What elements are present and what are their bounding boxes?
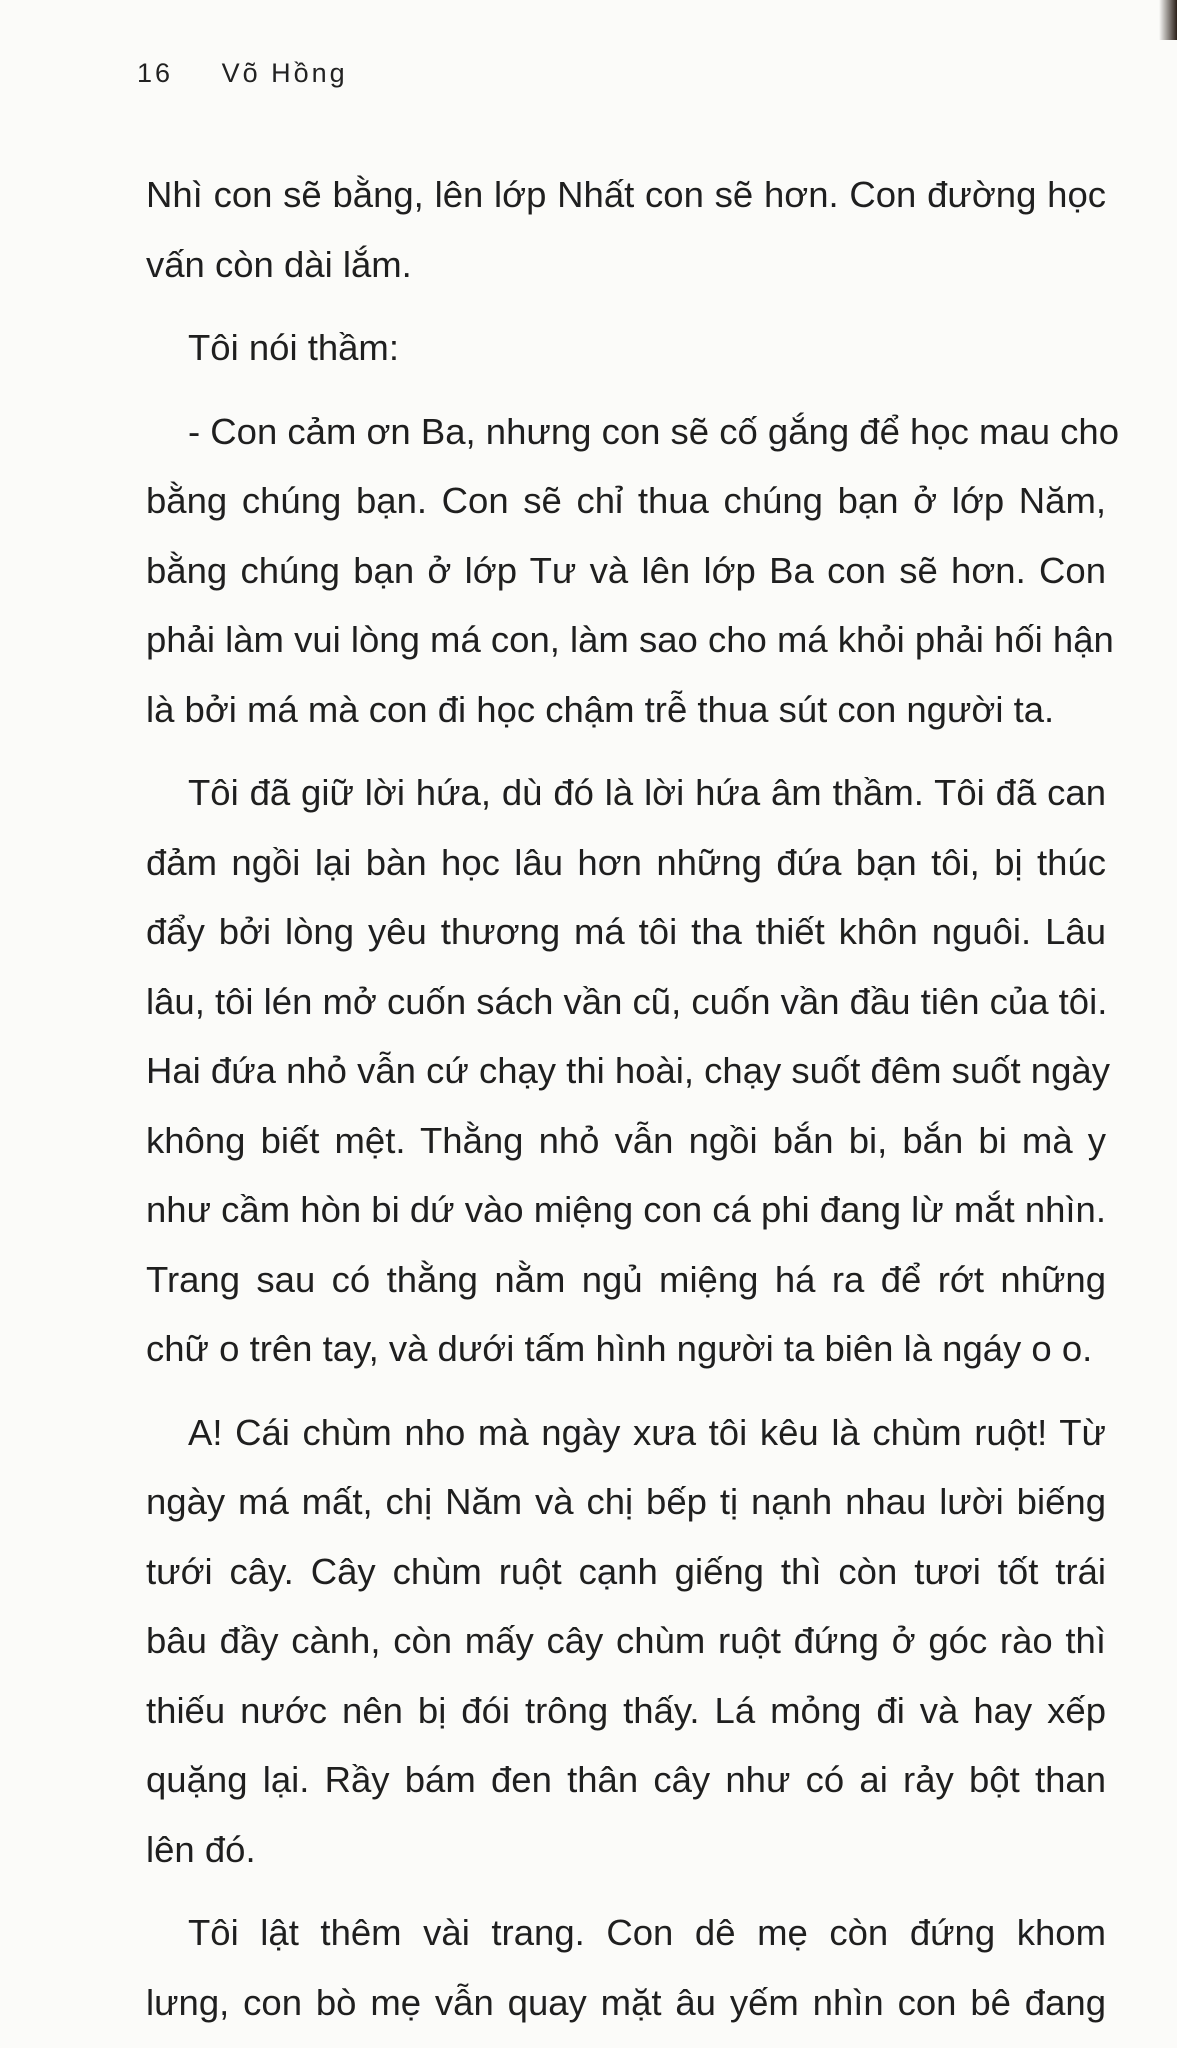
text-line: lên đó. — [146, 1828, 256, 1870]
text-line: đảm ngồi lại bàn học lâu hơn những đứa bạn tôi, bị thúc — [146, 841, 1106, 883]
text-line: lưng, con bò mẹ vẫn quay mặt âu yếm nhìn con bê đang — [146, 1981, 1106, 2023]
text-line: phải làm vui lòng má con, làm sao cho má khỏi phải hối hận — [146, 619, 1114, 660]
body-text — [146, 160, 1119, 2037]
text-line: lâu, tôi lén mở cuốn sách vần cũ, cuốn vần đầu tiên của tôi. — [146, 980, 1108, 1022]
text-line: - Con cảm ơn Ba, nhưng con sẽ cố gắng để học mau cho — [188, 410, 1119, 452]
text-line: thiếu nước nên bị đói trông thấy. Lá mỏng đi và hay xếp — [146, 1689, 1106, 1731]
paragraph — [146, 1898, 1106, 2037]
text-line: đẩy bởi lòng yêu thương má tôi tha thiết khôn nguôi. Lâu — [146, 911, 1106, 952]
text-line: quặng lại. Rầy bám đen thân cây như có ai rảy bột than — [146, 1759, 1106, 1800]
page-number: 16 — [137, 58, 174, 88]
author-name: Võ Hồng — [221, 58, 348, 88]
page-edge-shadow — [1159, 0, 1177, 40]
paragraph — [146, 397, 1119, 745]
text-line: bằng chúng bạn. Con sẽ chỉ thua chúng bạn ở lớp Năm, — [146, 480, 1106, 521]
text-line: tưới cây. Cây chùm ruột cạnh giếng thì còn tươi tốt trái — [146, 1550, 1106, 1592]
text-line: chữ o trên tay, và dưới tấm hình người ta biên là ngáy o o. — [146, 1328, 1093, 1369]
text-line: Nhì con sẽ bằng, lên lớp Nhất con sẽ hơn. Con đường học — [146, 174, 1106, 215]
text-line: vấn còn dài lắm. — [146, 243, 412, 285]
text-line: Tôi lật thêm vài trang. Con dê mẹ còn đứng khom — [188, 1912, 1106, 1953]
text-line: như cầm hòn bi dứ vào miệng con cá phi đang lừ mắt nhìn. — [146, 1189, 1106, 1230]
text-line: Tôi đã giữ lời hứa, dù đó là lời hứa âm thầm. Tôi đã can — [188, 772, 1106, 813]
text-line: bằng chúng bạn ở lớp Tư và lên lớp Ba con sẽ hơn. Con — [146, 549, 1106, 591]
text-line: Trang sau có thằng nằm ngủ miệng há ra để rớt những — [146, 1258, 1106, 1300]
text-line: ngày má mất, chị Năm và chị bếp tị nạnh nhau lười biếng — [146, 1481, 1106, 1522]
paragraph — [146, 758, 1110, 1384]
paragraph — [146, 313, 1106, 383]
running-header — [137, 58, 348, 89]
text-line: Tôi nói thầm: — [188, 327, 399, 368]
paragraph — [146, 160, 1106, 299]
text-line: Hai đứa nhỏ vẫn cứ chạy thi hoài, chạy suốt đêm suốt ngày — [146, 1050, 1110, 1091]
text-line: không biết mệt. Thằng nhỏ vẫn ngồi bắn bi, bắn bi mà y — [146, 1119, 1106, 1161]
paragraph — [146, 1398, 1106, 1885]
text-line: A! Cái chùm nho mà ngày xưa tôi kêu là chùm ruột! Từ — [188, 1411, 1106, 1453]
text-line: bâu đầy cành, còn mấy cây chùm ruột đứng ở góc rào thì — [146, 1620, 1106, 1661]
text-line: là bởi má mà con đi học chậm trễ thua sút con người ta. — [146, 688, 1055, 730]
